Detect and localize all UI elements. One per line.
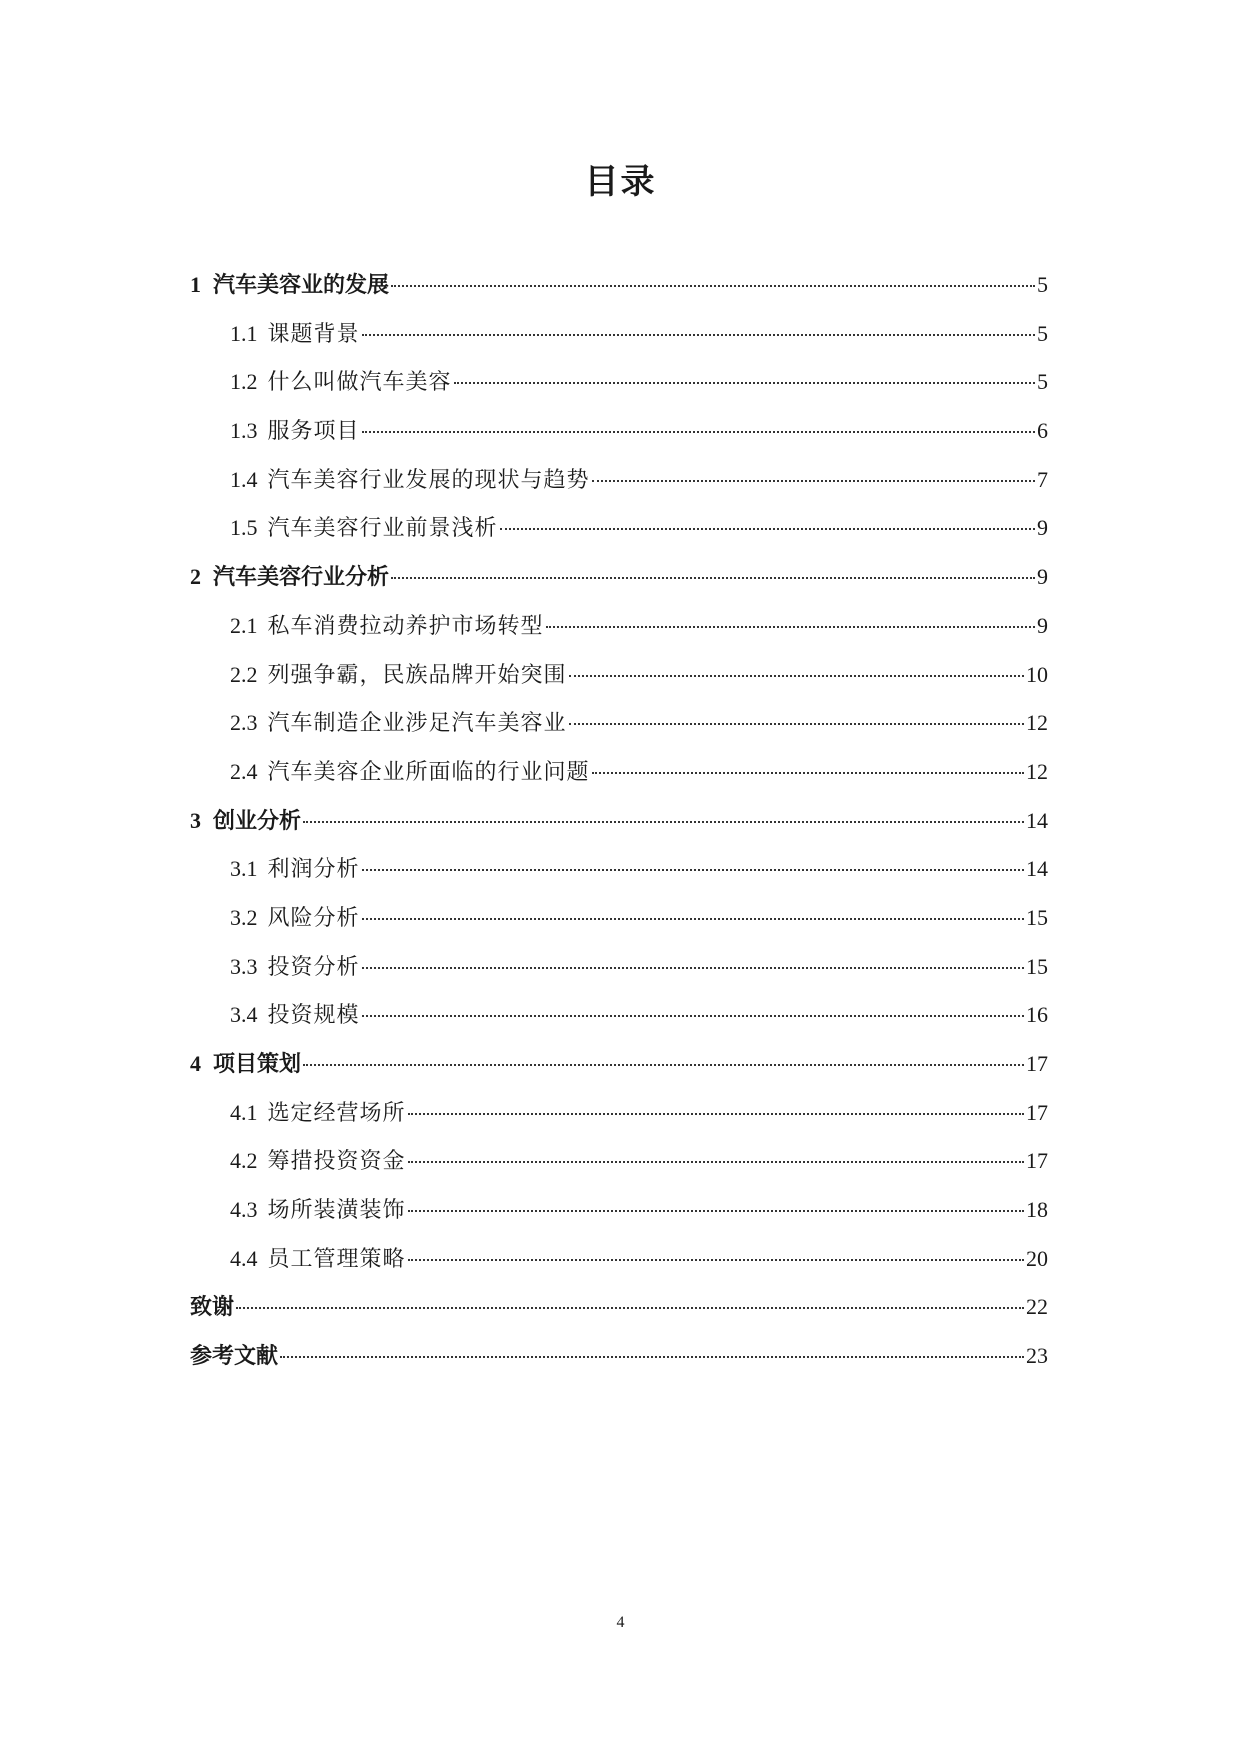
dot-leader [362, 967, 1024, 969]
toc-entry-number: 2 [190, 564, 201, 590]
toc-entry-title: 服务项目 [267, 419, 360, 445]
toc-entry-page: 9 [1037, 612, 1048, 638]
toc-entry-label [230, 757, 590, 788]
toc-entry-number: 1.5 [230, 515, 258, 541]
toc-entry-page: 9 [1037, 564, 1048, 590]
dot-leader [303, 1064, 1024, 1066]
toc-entry-page: 14 [1026, 807, 1048, 833]
dot-leader [408, 1210, 1024, 1212]
toc-entry-title: 课题背景 [267, 321, 360, 347]
toc-entry-number: 4.3 [230, 1197, 258, 1223]
dot-leader [546, 626, 1035, 628]
toc-section-entry[interactable] [190, 854, 1048, 903]
toc-chapter-entry[interactable] [190, 1292, 1048, 1341]
toc-entry-page: 17 [1026, 1051, 1048, 1076]
toc-entry-title: 汽车美容行业前景浅析 [267, 516, 498, 542]
toc-entry-number: 1 [190, 272, 201, 297]
toc-section-entry[interactable] [190, 1098, 1048, 1147]
toc-entry-title: 筹措投资资金 [267, 1149, 406, 1175]
toc-entry-number: 4.4 [230, 1245, 258, 1271]
toc-entry-label [190, 1293, 234, 1323]
toc-entry-label [230, 854, 360, 885]
toc-entry-page: 7 [1037, 466, 1048, 492]
toc-entry-title: 利润分析 [267, 857, 360, 883]
toc-entry-number: 4 [190, 1051, 201, 1076]
toc-entry-page: 17 [1026, 1148, 1048, 1174]
toc-entry-page: 18 [1026, 1197, 1048, 1223]
toc-section-entry[interactable] [190, 1244, 1048, 1293]
toc-entry-title: 员工管理策略 [267, 1246, 406, 1272]
toc-chapter-entry[interactable] [190, 270, 1048, 319]
toc-entry-number: 1.4 [230, 466, 258, 492]
toc-section-entry[interactable] [190, 1146, 1048, 1195]
toc-entry-page: 17 [1026, 1099, 1048, 1125]
toc-entry-number: 2.4 [230, 758, 258, 784]
toc-entry-number: 4.2 [230, 1148, 258, 1174]
page-number-footer: 4 [616, 1614, 625, 1631]
toc-chapter-entry[interactable] [190, 1341, 1048, 1390]
toc-section-entry[interactable] [190, 903, 1048, 952]
toc-entry-page: 6 [1037, 418, 1048, 444]
toc-entry-title: 场所装潢装饰 [267, 1198, 406, 1224]
toc-section-entry[interactable] [190, 708, 1048, 757]
dot-leader [569, 675, 1024, 677]
toc-entry-title: 什么叫做汽车美容 [267, 370, 452, 396]
toc-entry-label [190, 806, 301, 837]
toc-entry-label [230, 1098, 406, 1129]
toc-entry-page: 12 [1026, 758, 1048, 784]
dot-leader [454, 382, 1035, 384]
toc-entry-label [190, 562, 389, 593]
dot-leader [236, 1307, 1024, 1309]
toc-entry-label [230, 903, 360, 934]
toc-entry-page: 9 [1037, 515, 1048, 541]
toc-entry-title: 致谢 [190, 1295, 235, 1321]
toc-entry-number: 3.4 [230, 1002, 258, 1028]
toc-entry-label [190, 1049, 301, 1080]
toc-entry-title: 参考文献 [190, 1344, 279, 1370]
toc-entry-page: 5 [1037, 369, 1048, 395]
toc-entry-page: 14 [1026, 856, 1048, 882]
toc-entry-label [230, 513, 498, 544]
dot-leader [391, 285, 1035, 287]
toc-entry-page: 15 [1026, 904, 1048, 930]
toc-section-entry[interactable] [190, 1195, 1048, 1244]
dot-leader [362, 869, 1024, 871]
toc-entry-title: 选定经营场所 [267, 1100, 406, 1126]
toc-entry-number: 3.3 [230, 953, 258, 979]
dot-leader [391, 577, 1035, 579]
toc-entry-number: 2.1 [230, 612, 258, 638]
toc-entry-page: 5 [1037, 320, 1048, 346]
page-title: 目录 [584, 162, 657, 202]
toc-entry-title: 投资规模 [267, 1003, 360, 1029]
dot-leader [303, 821, 1024, 823]
dot-leader [569, 723, 1024, 725]
dot-leader [408, 1113, 1024, 1115]
toc-entry-label [230, 1195, 406, 1226]
toc-section-entry[interactable] [190, 952, 1048, 1001]
toc-entry-label [230, 952, 360, 983]
table-of-contents [190, 270, 1048, 1390]
toc-section-entry[interactable] [190, 611, 1048, 660]
toc-entry-label [190, 1342, 278, 1372]
dot-leader [362, 918, 1024, 920]
dot-leader [408, 1161, 1024, 1163]
toc-section-entry[interactable] [190, 1000, 1048, 1049]
toc-entry-label [230, 708, 567, 739]
toc-entry-title: 列强争霸，民族品牌开始突围 [267, 662, 567, 688]
toc-entry-number: 1.1 [230, 320, 258, 346]
toc-entry-title: 汽车美容企业所面临的行业问题 [267, 759, 590, 785]
toc-entry-label [230, 465, 590, 496]
toc-section-entry[interactable] [190, 513, 1048, 562]
toc-section-entry[interactable] [190, 416, 1048, 465]
toc-entry-page: 12 [1026, 710, 1048, 736]
toc-section-entry[interactable] [190, 319, 1048, 368]
toc-entry-label [190, 270, 389, 301]
dot-leader [280, 1356, 1024, 1358]
toc-chapter-entry[interactable] [190, 562, 1048, 611]
dot-leader [592, 480, 1035, 482]
toc-entry-title: 风险分析 [267, 905, 360, 931]
toc-entry-number: 1.3 [230, 418, 258, 444]
toc-entry-label [230, 660, 567, 691]
dot-leader [362, 1015, 1024, 1017]
toc-section-entry[interactable] [190, 367, 1048, 416]
toc-section-entry[interactable] [190, 660, 1048, 709]
toc-entry-title: 投资分析 [267, 954, 360, 980]
toc-entry-number: 1.2 [230, 369, 258, 395]
dot-leader [500, 528, 1035, 530]
toc-section-entry[interactable] [190, 757, 1048, 806]
toc-entry-label [230, 1146, 406, 1177]
toc-entry-title: 创业分析 [213, 808, 302, 834]
toc-entry-number: 3.2 [230, 904, 258, 930]
toc-entry-page: 20 [1026, 1245, 1048, 1271]
toc-entry-label [230, 416, 360, 447]
toc-entry-number: 4.1 [230, 1099, 258, 1125]
toc-entry-number: 2.2 [230, 661, 258, 687]
toc-entry-page: 15 [1026, 953, 1048, 979]
toc-entry-title: 私车消费拉动养护市场转型 [267, 613, 544, 639]
toc-entry-page: 23 [1026, 1343, 1048, 1369]
toc-entry-number: 3.1 [230, 856, 258, 882]
toc-entry-title: 汽车制造企业涉足汽车美容业 [267, 711, 567, 737]
dot-leader [362, 431, 1035, 433]
dot-leader [362, 334, 1035, 336]
dot-leader [408, 1259, 1024, 1261]
toc-entry-page: 16 [1026, 1002, 1048, 1028]
toc-entry-label [230, 367, 452, 398]
toc-entry-title: 汽车美容行业发展的现状与趋势 [267, 467, 590, 493]
toc-entry-page: 5 [1037, 272, 1048, 297]
toc-entry-label [230, 1244, 406, 1275]
toc-entry-number: 2.3 [230, 710, 258, 736]
toc-entry-title: 项目策划 [213, 1052, 302, 1077]
toc-entry-title: 汽车美容行业分析 [213, 565, 390, 591]
toc-chapter-entry[interactable] [190, 1049, 1048, 1098]
toc-entry-label [230, 319, 360, 350]
dot-leader [592, 772, 1024, 774]
toc-entry-label [230, 1000, 360, 1031]
toc-section-entry[interactable] [190, 465, 1048, 514]
toc-chapter-entry[interactable] [190, 806, 1048, 855]
toc-entry-number: 3 [190, 807, 201, 833]
toc-entry-title: 汽车美容业的发展 [213, 273, 390, 298]
toc-entry-page: 22 [1026, 1294, 1048, 1320]
toc-entry-label [230, 611, 544, 642]
toc-entry-page: 10 [1026, 661, 1048, 687]
